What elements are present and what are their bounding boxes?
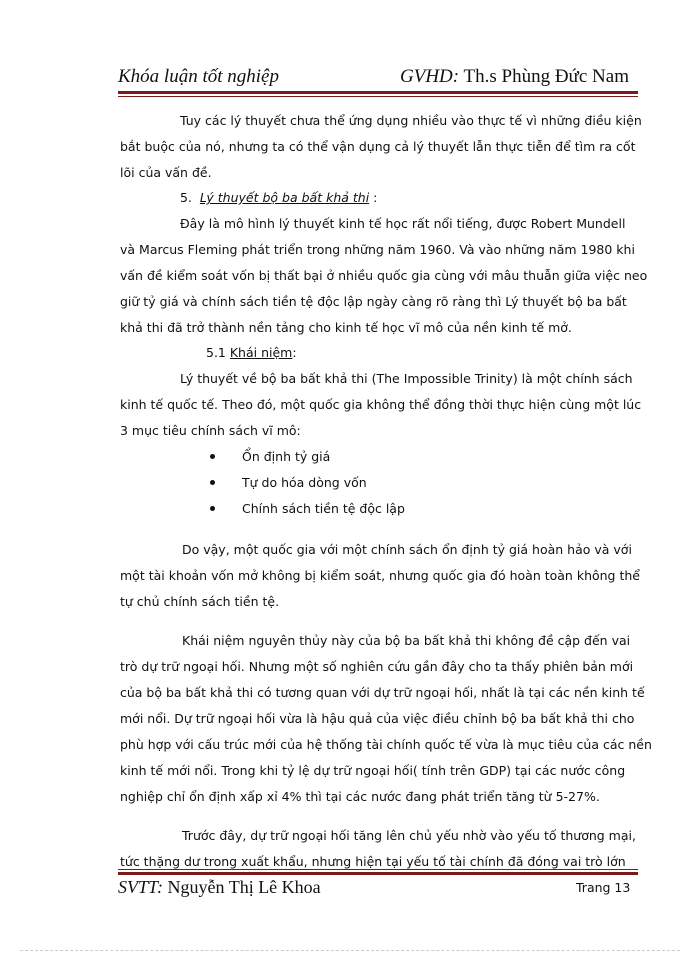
bullet-icon [210, 506, 215, 511]
paragraph-line: trò dự trữ ngoại hối. Nhưng một số nghiên cứu gần đây cho ta thấy phiên bản mới [120, 659, 634, 674]
bullet-icon [210, 480, 215, 485]
paragraph-line: kinh tế mới nổi. Trong khi tỷ lệ dự trữ ngoại hối( tính trên GDP) tại các nước công [120, 763, 626, 778]
paragraph-line: khả thi đã trở thành nền tảng cho kinh tế học vĩ mô của nền kinh tế mở. [120, 320, 572, 335]
paragraph-line: Đây là mô hình lý thuyết kinh tế học rất nổi tiếng, được Robert Mundell [180, 216, 626, 231]
header-advisor-name: Th.s Phùng Đức Nam [459, 66, 629, 87]
footer-student-name: Nguyễn Thị Lê Khoa [163, 877, 321, 897]
paragraph-line: giữ tỷ giá và chính sách tiền tệ độc lập ngày càng rõ ràng thì Lý thuyết bộ ba bất [120, 294, 627, 309]
paragraph-line: và Marcus Fleming phát triển trong những năm 1960. Và vào những năm 1980 khi [120, 242, 635, 257]
section-title: Lý thuyết bộ ba bất khả thi [199, 190, 370, 205]
header-rule-thin [118, 96, 638, 97]
paragraph-line: một tài khoản vốn mở không bị kiểm soát, nhưng quốc gia đó hoàn toàn không thể [120, 568, 640, 583]
section-heading-5 [180, 185, 377, 210]
section-heading-5-1 [206, 340, 297, 365]
paragraph-line: của bộ ba bất khả thi có tương quan với dự trữ ngoại hối, nhất là tại các nền kinh tế [120, 685, 645, 700]
header-advisor-label: GVHD: [400, 66, 460, 87]
section-number: 5. [180, 190, 192, 205]
paragraph-line: Khái niệm nguyên thủy này của bộ ba bất khả thi không đề cập đến vai [182, 633, 631, 648]
paragraph-line: 3 mục tiêu chính sách vĩ mô: [120, 423, 301, 438]
header-rule-thick [118, 91, 638, 94]
paragraph-line: Lý thuyết về bộ ba bất khả thi (The Impossible Trinity) là một chính sách [180, 371, 633, 386]
section-colon: : [369, 190, 378, 205]
paragraph-line: Do vậy, một quốc gia với một chính sách ổn định tỷ giá hoàn hảo và với [182, 542, 632, 557]
header-thesis-title: Khóa luận tốt nghiệp [118, 66, 279, 87]
paragraph-line: tức thặng dư trong xuất khẩu, nhưng hiện tại yếu tố tài chính đã đóng vai trò lớn [120, 854, 626, 869]
list-item-text: Tự do hóa dòng vốn [242, 475, 367, 490]
section-title: Khái niệm [229, 345, 293, 360]
paragraph-line: Tuy các lý thuyết chưa thể ứng dụng nhiều vào thực tế vì những điều kiện [180, 113, 642, 128]
paragraph-line: tự chủ chính sách tiền tệ. [120, 594, 280, 609]
bullet-icon [210, 454, 215, 459]
footer-rule-thick [118, 872, 638, 875]
page-bottom-divider [20, 950, 680, 951]
section-number: 5.1 [206, 345, 230, 360]
list-item-text: Chính sách tiền tệ độc lập [242, 501, 405, 516]
section-colon: : [292, 345, 297, 360]
page-number: Trang 13 [576, 880, 631, 895]
paragraph-line: vấn đề kiểm soát vốn bị thất bại ở nhiều quốc gia cùng với mâu thuẫn giữa việc neo [120, 268, 648, 283]
paragraph-line: Trước đây, dự trữ ngoại hối tăng lên chủ yếu nhờ vào yếu tố thương mại, [182, 828, 636, 843]
paragraph-line: lõi của vấn đề. [120, 165, 212, 180]
paragraph-line: phù hợp với cấu trúc mới của hệ thống tài chính quốc tế vừa là mục tiêu của các nền [120, 737, 652, 752]
footer-rule-thin [118, 869, 638, 870]
paragraph-line: nghiệp chỉ ổn định xấp xỉ 4% thì tại các nước đang phát triển tăng từ 5-27%. [120, 789, 600, 804]
header-advisor [400, 66, 629, 88]
paragraph-line: bắt buộc của nó, nhưng ta có thể vận dụng cả lý thuyết lẫn thực tiễn để tìm ra cốt [120, 139, 636, 154]
footer-student [118, 877, 321, 898]
paragraph-line: mới nổi. Dự trữ ngoại hối vừa là hậu quả của việc điều chỉnh bộ ba bất khả thi cho [120, 711, 635, 726]
footer-student-label: SVTT: [118, 877, 164, 897]
paragraph-line: kinh tế quốc tế. Theo đó, một quốc gia không thể đồng thời thực hiện cùng một lúc [120, 397, 642, 412]
list-item-text: Ổn định tỷ giá [242, 449, 331, 464]
